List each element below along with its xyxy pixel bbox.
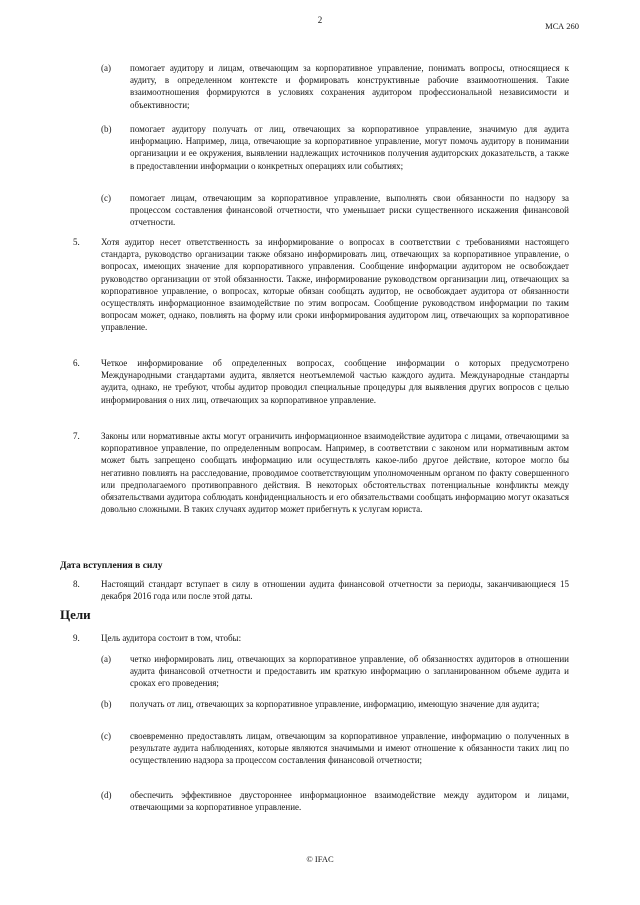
list-marker: (b) [101, 699, 112, 709]
list-marker: (c) [101, 193, 111, 203]
list-item-text: своевременно предоставлять лицам, отвечающим за корпоративное управление, информацию о полученных в результате аудита наблюдениях, которые являются значимыми и имеют отношение к обязанности таких лиц по осуществлению надзора за процессом составления финансовой отчетности; [130, 731, 569, 766]
section-heading-objectives: Цели [60, 607, 91, 622]
list-marker: (d) [101, 790, 112, 800]
paragraph-text: Законы или нормативные акты могут ограничить информационное взаимодействие аудитора с лицами, отвечающими за корпоративное управление, по определенным вопросам. Например, в соответствии с законом или нормативным актом может быть запрещено сообщать информацию или осуществлять какое-либо другое действие, которое могло бы негативно повлиять на расследование, проводимое соответствующим уполномоченным органом по факту совершенного или предполагаемого противоправного действия. В некоторых обстоятельствах потенциальные конфликты между обязательствами аудитора соблюдать конфиденциальность и его обязательствами сообщать информацию могут оказаться довольно сложными. В таких случаях аудитор может прибегнуть к услугам юриста. [101, 431, 569, 515]
paragraph-intro: Цель аудитора состоит в том, чтобы: [101, 633, 242, 643]
footer-copyright: © IFAC [306, 854, 334, 864]
page-number: 2 [317, 15, 323, 25]
list-marker: (a) [101, 654, 111, 664]
list-marker: (b) [101, 124, 112, 134]
list-item-text: помогает аудитору и лицам, отвечающим за корпоративное управление, понимать вопросы, относящиеся к аудиту, в определенном контексте и формировать конструктивные рабочие взаимоотношения. Такие взаимоотношения формируются в условиях сохранения аудитором профессиональной независимости и объективности; [130, 63, 569, 110]
standard-code: МСА 260 [545, 21, 579, 31]
paragraph-number: 7. [73, 431, 80, 441]
list-item-text: помогает лицам, отвечающим за корпоративное управление, выполнять свои обязанности по надзору за процессом составления финансовой отчетности, что уменьшает риски существенного искажения финансовой отчетности. [130, 193, 569, 228]
list-marker: (a) [101, 63, 111, 73]
section-heading-effective-date: Дата вступления в силу [60, 561, 163, 571]
paragraph-number: 5. [73, 237, 80, 247]
paragraph-number: 8. [73, 579, 80, 589]
list-item-text: помогает аудитору получать от лиц, отвечающих за корпоративное управление, значимую для аудита информацию. Например, лица, отвечающие за корпоративное управление, могут помочь аудитору в понимании организации и ее окружения, выявлении надлежащих источников получения аудиторских доказательств, а также в предоставлении информации о конкретных операциях или событиях; [130, 124, 569, 171]
paragraph-text: Четкое информирование об определенных вопросах, сообщение информации о которых предусмотрено Международными стандартами аудита, является неотъемлемой частью каждого аудита. Международные стандарты аудита, однако, не требуют, чтобы аудитор проводил специальные процедуры для выявления других вопросов с целью информирования о них лиц, отвечающих за корпоративное управление. [101, 358, 569, 405]
list-item-text: четко информировать лиц, отвечающих за корпоративное управление, об обязанностях аудиторов в отношении аудита финансовой отчетности и предоставить им краткую информацию о запланированном объеме аудита и сроках его проведения; [130, 654, 569, 689]
list-item-text: получать от лиц, отвечающих за корпоративное управление, информацию, имеющую значение для аудита; [130, 699, 540, 709]
paragraph-text: Настоящий стандарт вступает в силу в отношении аудита финансовой отчетности за периоды, заканчивающиеся 15 декабря 2016 года или после этой даты. [101, 579, 569, 602]
paragraph-number: 6. [73, 358, 80, 368]
list-item-text: обеспечить эффективное двустороннее информационное взаимодействие между аудитором и лицами, отвечающими за корпоративное управление. [130, 790, 569, 813]
paragraph-text: Хотя аудитор несет ответственность за информирование о вопросах в соответствии с требованиями настоящего стандарта, руководство организации также обязано информировать лиц, отвечающих за корпоративное управление, о вопросах, имеющих значение для корпоративного управления. Сообщение информации аудитором не освобождает руководство организации от этой обязанности. Также, информирование руководством организации лиц, отвечающих за корпоративное управление, о вопросах, которые обязан сообщать аудитор, не освобождает аудитора от обязанности осуществлять информационное взаимодействие по этим вопросам. Сообщение руководством информации по таким вопросам может, однако, повлиять на форму или сроки информирования аудитором лиц, отвечающих за корпоративное управление. [101, 237, 569, 333]
list-marker: (c) [101, 731, 111, 741]
paragraph-number: 9. [73, 633, 80, 643]
